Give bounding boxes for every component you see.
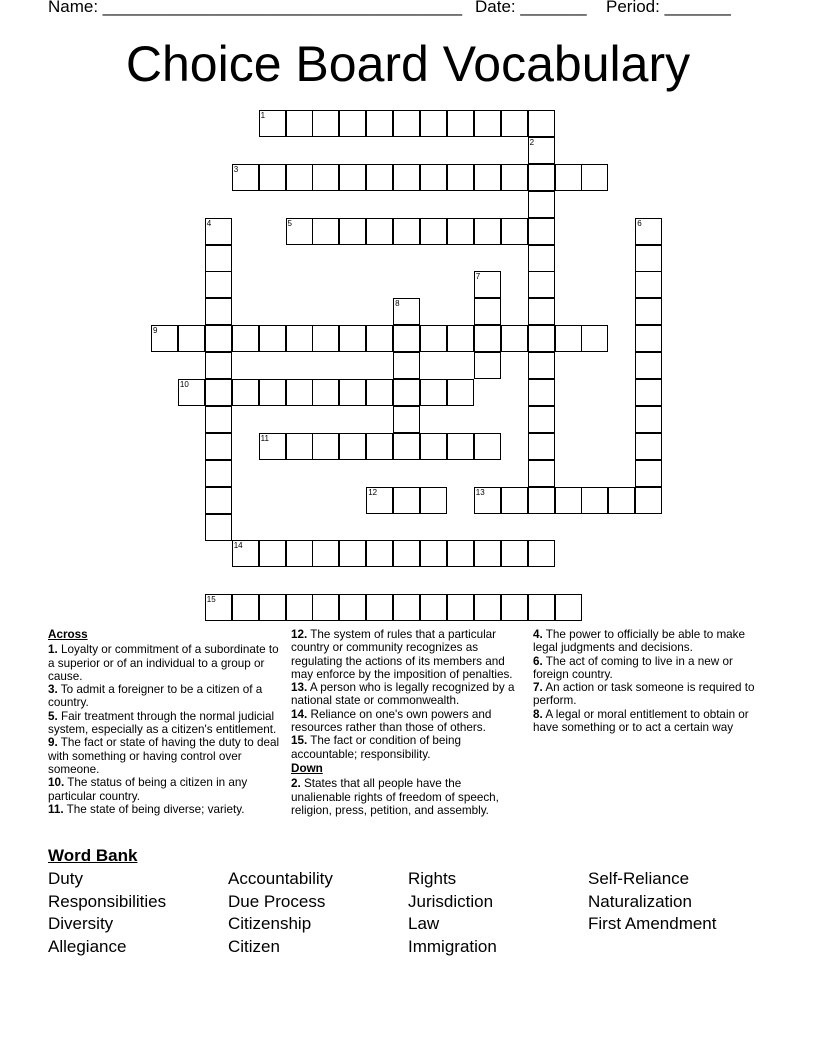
crossword-cell[interactable] (474, 218, 501, 245)
crossword-cell[interactable] (393, 433, 420, 460)
crossword-cell[interactable] (366, 110, 393, 137)
crossword-cell[interactable] (205, 406, 232, 433)
crossword-cell[interactable] (447, 594, 474, 621)
crossword-cell[interactable] (474, 325, 501, 352)
crossword-cell[interactable] (151, 325, 178, 352)
crossword-cell[interactable] (232, 540, 259, 567)
word-bank-item: Responsibilities (48, 891, 167, 911)
crossword-cell[interactable] (420, 110, 447, 137)
crossword-cell[interactable] (528, 164, 555, 191)
crossword-cell[interactable] (420, 594, 447, 621)
clue-across-5: 5. Fair treatment through the normal judicial system, especially as a citizen's entitlement. (48, 709, 277, 737)
clue-number: 15 (206, 595, 216, 605)
crossword-cell[interactable] (420, 540, 447, 567)
crossword-cell[interactable] (555, 594, 582, 621)
crossword-cell[interactable] (635, 406, 662, 433)
crossword-cell[interactable] (474, 110, 501, 137)
crossword-cell[interactable] (339, 594, 366, 621)
across-heading: Across (48, 628, 88, 641)
crossword-cell[interactable] (205, 298, 232, 325)
word-bank-item: Immigration (408, 936, 497, 956)
clue-across-15: 15. The fact or condition of being accountable; responsibility. (291, 734, 462, 761)
crossword-cell[interactable] (232, 164, 259, 191)
crossword-cell[interactable] (393, 298, 420, 325)
crossword-cell[interactable] (474, 352, 501, 379)
word-bank-column-2 (228, 868, 333, 958)
crossword-cell[interactable] (608, 487, 635, 514)
crossword-cell[interactable] (528, 433, 555, 460)
crossword-cell[interactable] (205, 271, 232, 298)
crossword-cell[interactable] (366, 487, 393, 514)
crossword-cell[interactable] (205, 433, 232, 460)
crossword-cell[interactable] (286, 433, 313, 460)
crossword-cell[interactable] (339, 218, 366, 245)
crossword-cell[interactable] (447, 218, 474, 245)
down-heading: Down (291, 761, 323, 775)
crossword-cell[interactable] (528, 406, 555, 433)
crossword-cell[interactable] (581, 164, 608, 191)
crossword-cell[interactable] (178, 325, 205, 352)
clue-number: 8 (395, 299, 400, 309)
crossword-cell[interactable] (312, 218, 339, 245)
crossword-cell[interactable] (259, 379, 286, 406)
crossword-cell[interactable] (474, 540, 501, 567)
name-field[interactable]: Name: ______________________________________ (48, 0, 463, 16)
word-bank-item: Rights (408, 869, 457, 888)
clue-across-9: 9. The fact or state of having the duty to deal with something or having control over someone. (48, 736, 280, 776)
crossword-cell[interactable] (528, 460, 555, 487)
clue-number: 6 (637, 218, 642, 228)
crossword-cell[interactable] (366, 325, 393, 352)
crossword-cell[interactable] (635, 245, 662, 272)
crossword-cell[interactable] (474, 594, 501, 621)
clue-number: 1 (260, 111, 266, 120)
clue-across-13: 13. A person who is legally recognized by a national state or commonwealth. (291, 681, 515, 708)
crossword-cell[interactable] (528, 352, 555, 379)
date-field[interactable]: Date: _______ (475, 0, 587, 16)
word-bank-item: Citizen (228, 936, 280, 956)
page-title: Choice Board Vocabulary (125, 36, 691, 92)
crossword-cell[interactable] (501, 487, 528, 514)
crossword-cell[interactable] (286, 218, 313, 245)
clue-number: 9 (153, 326, 158, 336)
crossword-cell[interactable] (393, 540, 420, 567)
crossword-cell[interactable] (205, 487, 232, 514)
crossword-cell[interactable] (205, 325, 232, 352)
clue-across-11: 11. The state of being diverse; variety. (48, 802, 245, 816)
word-bank-item: Jurisdiction (408, 891, 494, 911)
crossword-cell[interactable] (474, 433, 501, 460)
crossword-cell[interactable] (420, 433, 447, 460)
crossword-cell[interactable] (635, 271, 662, 298)
crossword-cell[interactable] (259, 325, 286, 352)
crossword-cell[interactable] (205, 379, 232, 406)
crossword-cell[interactable] (312, 433, 339, 460)
crossword-cell[interactable] (393, 487, 420, 514)
crossword-cell[interactable] (528, 271, 555, 298)
crossword-cell[interactable] (286, 325, 313, 352)
crossword-cell[interactable] (393, 352, 420, 379)
crossword-cell[interactable] (232, 325, 259, 352)
crossword-cell[interactable] (312, 325, 339, 352)
crossword-cell[interactable] (420, 164, 447, 191)
crossword-cell[interactable] (312, 594, 339, 621)
crossword-cell[interactable] (635, 379, 662, 406)
crossword-cell[interactable] (366, 433, 393, 460)
crossword-cell[interactable] (528, 379, 555, 406)
crossword-cell[interactable] (312, 110, 339, 137)
crossword-cell[interactable] (474, 164, 501, 191)
crossword-cell[interactable] (635, 325, 662, 352)
crossword-cell[interactable] (447, 540, 474, 567)
crossword-cell[interactable] (259, 110, 286, 137)
crossword-cell[interactable] (447, 379, 474, 406)
crossword-cell[interactable] (178, 379, 205, 406)
clue-number: 14 (233, 541, 243, 551)
crossword-cell[interactable] (286, 164, 313, 191)
word-bank-column-3 (408, 868, 497, 958)
crossword-cell[interactable] (581, 325, 608, 352)
clue-number: 11 (260, 433, 269, 443)
crossword-cell[interactable] (555, 325, 582, 352)
crossword-cell[interactable] (447, 433, 474, 460)
crossword-cell[interactable] (205, 218, 232, 245)
crossword-cell[interactable] (528, 245, 555, 272)
clue-down-2: 2. States that all people have the unalienable rights of freedom of speech, religion, press, petition, and assembly. (291, 777, 499, 817)
crossword-cell[interactable] (259, 594, 286, 621)
crossword-cell[interactable] (635, 433, 662, 460)
word-bank-column-1 (48, 868, 166, 958)
crossword-cell[interactable] (286, 540, 313, 567)
crossword-cell[interactable] (420, 379, 447, 406)
crossword-cell[interactable] (393, 164, 420, 191)
crossword-cell[interactable] (205, 594, 232, 621)
crossword-cell[interactable] (286, 594, 313, 621)
crossword-cell[interactable] (447, 325, 474, 352)
crossword-cell[interactable] (339, 433, 366, 460)
crossword-cell[interactable] (420, 487, 447, 514)
crossword-cell[interactable] (259, 164, 286, 191)
crossword-cell[interactable] (501, 218, 528, 245)
crossword-cell[interactable] (447, 110, 474, 137)
period-field[interactable]: Period: _______ (606, 0, 731, 16)
crossword-cell[interactable] (232, 594, 259, 621)
crossword-cell[interactable] (474, 271, 501, 298)
word-bank-item: Diversity (48, 914, 114, 934)
crossword-cell[interactable] (205, 352, 232, 379)
clue-number: 10 (179, 380, 189, 389)
crossword-cell[interactable] (312, 540, 339, 567)
crossword-cell[interactable] (555, 164, 582, 191)
crossword-cell[interactable] (528, 594, 555, 621)
crossword-cell[interactable] (339, 325, 366, 352)
crossword-cell[interactable] (393, 325, 420, 352)
crossword-cell[interactable] (635, 487, 662, 514)
clue-across-3: 3. To admit a foreigner to be a citizen of a country. (48, 683, 263, 710)
clue-down-8: 8. A legal or moral entitlement to obtain or have something or to act a certain way (533, 707, 749, 735)
crossword-cell[interactable] (232, 379, 259, 406)
crossword-cell[interactable] (581, 487, 608, 514)
crossword-cell[interactable] (635, 352, 662, 379)
crossword-cell[interactable] (501, 164, 528, 191)
crossword-cell[interactable] (528, 191, 555, 218)
clue-across-1: 1. Loyalty or commitment of a subordinate to a superior or of an individual to a group or cause. (48, 643, 279, 683)
crossword-cell[interactable] (286, 379, 313, 406)
crossword-cell[interactable] (366, 164, 393, 191)
word-bank-item: Accountability (228, 869, 333, 888)
crossword-cell[interactable] (501, 110, 528, 137)
clue-number: 4 (206, 218, 212, 228)
crossword-cell[interactable] (393, 110, 420, 137)
crossword-cell[interactable] (635, 298, 662, 325)
crossword-cell[interactable] (393, 406, 420, 433)
crossword-cell[interactable] (501, 540, 528, 567)
crossword-cell[interactable] (366, 218, 393, 245)
crossword-cell[interactable] (447, 164, 474, 191)
crossword-cell[interactable] (366, 594, 393, 621)
crossword-cell[interactable] (393, 379, 420, 406)
crossword-cell[interactable] (339, 540, 366, 567)
word-bank-item: Naturalization (588, 891, 692, 911)
word-bank-item: Allegiance (48, 936, 127, 956)
crossword-cell[interactable] (528, 487, 555, 514)
crossword-cell[interactable] (312, 164, 339, 191)
crossword-cell[interactable] (635, 218, 662, 245)
crossword-cell[interactable] (259, 540, 286, 567)
crossword-cell[interactable] (528, 137, 555, 164)
word-bank-item: Due Process (228, 891, 326, 911)
word-bank-item: First Amendment (588, 914, 717, 934)
word-bank-item: Duty (48, 869, 83, 888)
crossword-cell[interactable] (528, 110, 555, 137)
word-bank-column-4 (588, 868, 717, 936)
crossword-cell[interactable] (635, 460, 662, 487)
crossword-cell[interactable] (474, 298, 501, 325)
word-bank-item: Self-Reliance (588, 869, 690, 888)
crossword-cell[interactable] (474, 487, 501, 514)
clue-number: 13 (475, 487, 485, 497)
crossword-cell[interactable] (420, 325, 447, 352)
clue-number: 2 (529, 137, 535, 147)
crossword-cell[interactable] (501, 325, 528, 352)
crossword-cell[interactable] (259, 433, 286, 460)
crossword-cell[interactable] (528, 325, 555, 352)
clue-number: 7 (475, 272, 481, 282)
word-bank-item: Citizenship (228, 914, 312, 934)
crossword-cell[interactable] (286, 110, 313, 137)
clue-across-12: 12. The system of rules that a particular country or community recognizes as regulating the actions of its members and may enforce by the imposition of penalties. (291, 628, 513, 681)
clue-number: 3 (233, 164, 239, 174)
word-bank-item: Law (408, 914, 440, 934)
across-clues-part-1 (48, 628, 280, 816)
crossword-cell[interactable] (393, 594, 420, 621)
crossword-cell[interactable] (339, 379, 366, 406)
crossword-cell[interactable] (366, 379, 393, 406)
crossword-cell[interactable] (339, 164, 366, 191)
crossword-cell[interactable] (555, 487, 582, 514)
clue-number: 5 (287, 218, 292, 228)
crossword-cell[interactable] (205, 460, 232, 487)
clue-down-4: 4. The power to officially be able to make legal judgments and decisions. (533, 628, 746, 655)
crossword-cell[interactable] (528, 298, 555, 325)
crossword-cell[interactable] (205, 514, 232, 541)
clue-down-6: 6. The act of coming to live in a new or foreign country. (533, 654, 733, 681)
clue-number: 12 (368, 487, 378, 497)
clue-down-7: 7. An action or task someone is required to perform. (533, 681, 755, 708)
across-clues-part-2 (291, 628, 523, 817)
crossword-cell[interactable] (420, 218, 447, 245)
down-clues (533, 628, 758, 734)
clue-across-14: 14. Reliance on one's own powers and resources rather than those of others. (291, 707, 492, 735)
crossword-cell[interactable] (312, 379, 339, 406)
crossword-cell[interactable] (205, 245, 232, 272)
crossword-cell[interactable] (393, 218, 420, 245)
crossword-cell[interactable] (339, 110, 366, 137)
crossword-cell[interactable] (366, 540, 393, 567)
clue-across-10: 10. The status of being a citizen in any particular country. (48, 776, 248, 803)
crossword-cell[interactable] (501, 594, 528, 621)
word-bank-title: Word Bank (48, 846, 138, 865)
crossword-cell[interactable] (528, 218, 555, 245)
crossword-cell[interactable] (528, 540, 555, 567)
